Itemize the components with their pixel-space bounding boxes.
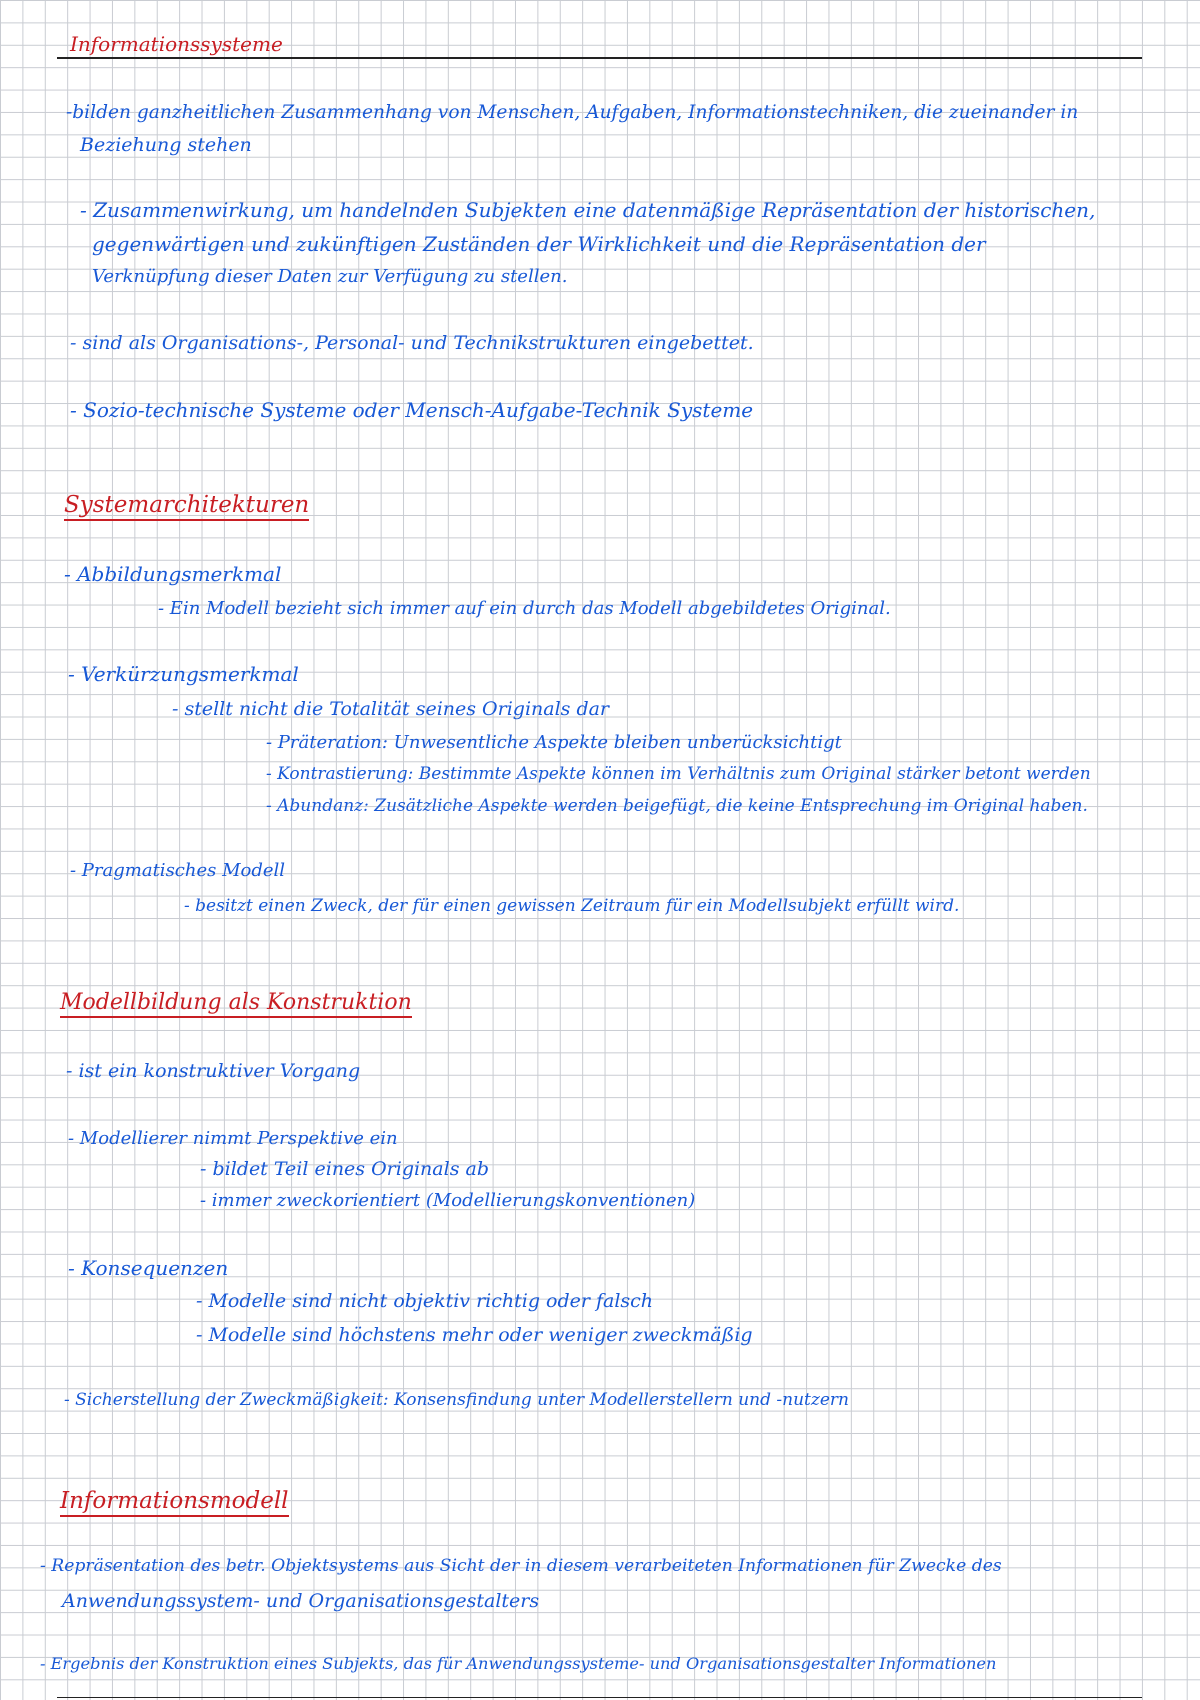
bottom-rule [57,1697,1142,1698]
note-line: - Modelle sind höchstens mehr oder weniger zweckmäßig [196,1324,753,1346]
note-line: - Zusammenwirkung, um handelnden Subjekten eine datenmäßige Repräsentation der historischen, [80,198,1096,222]
note-line: - immer zweckorientiert (Modellierungskonventionen) [200,1190,696,1211]
note-line: - Modellierer nimmt Perspektive ein [68,1128,398,1149]
note-line: - Verkürzungsmerkmal [68,662,299,686]
note-line: -bilden ganzheitlichen Zusammenhang von Menschen, Aufgaben, Informationstechniken, die zueinander in [66,102,1079,123]
note-line: - stellt nicht die Totalität seines Originals dar [172,698,610,720]
section-heading-informationssysteme: Informationssysteme [70,32,283,56]
note-line: Verknüpfung dieser Daten zur Verfügung zu stellen. [92,266,568,287]
note-line: - Pragmatisches Modell [70,860,286,881]
note-line: - besitzt einen Zweck, der für einen gewissen Zeitraum für ein Modellsubjekt erfüllt wird. [184,896,960,916]
note-line: - ist ein konstruktiver Vorgang [66,1060,361,1082]
note-line: gegenwärtigen und zukünftigen Zuständen der Wirklichkeit und die Repräsentation der [92,232,986,256]
section-heading-modellbildung: Modellbildung als Konstruktion [60,990,412,1018]
note-line: - Abbildungsmerkmal [64,562,282,586]
note-line: - Ergebnis der Konstruktion eines Subjekts, das für Anwendungssysteme- und Organisationsgestalter Informationen [40,1654,997,1673]
note-line: Beziehung stehen [80,134,252,156]
note-line: Anwendungssystem- und Organisationsgestalters [62,1590,540,1612]
section-heading-systemarchitekturen: Systemarchitekturen [64,492,309,521]
note-line: - Sozio-technische Systeme oder Mensch-Aufgabe-Technik Systeme [70,398,754,422]
top-rule [57,57,1142,59]
note-line: - Kontrastierung: Bestimmte Aspekte können im Verhältnis zum Original stärker betont werden [266,764,1091,784]
note-line: - bildet Teil eines Originals ab [200,1158,489,1180]
note-line: - Konsequenzen [68,1256,229,1280]
note-line: - Abundanz: Zusätzliche Aspekte werden beigefügt, die keine Entsprechung im Original haben. [266,796,1088,816]
note-line: - Modelle sind nicht objektiv richtig oder falsch [196,1290,654,1312]
note-line: - Präteration: Unwesentliche Aspekte bleiben unberücksichtigt [266,732,842,753]
note-line: - Repräsentation des betr. Objektsystems aus Sicht der in diesem verarbeiteten Informationen für Zwecke des [40,1556,1002,1576]
section-heading-informationsmodell: Informationsmodell [60,1488,289,1517]
note-line: - Ein Modell bezieht sich immer auf ein durch das Modell abgebildetes Original. [158,598,891,619]
note-line: - Sicherstellung der Zweckmäßigkeit: Konsensfindung unter Modellerstellern und -nutzern [64,1390,849,1410]
note-line: - sind als Organisations-, Personal- und Technikstrukturen eingebettet. [70,332,754,354]
